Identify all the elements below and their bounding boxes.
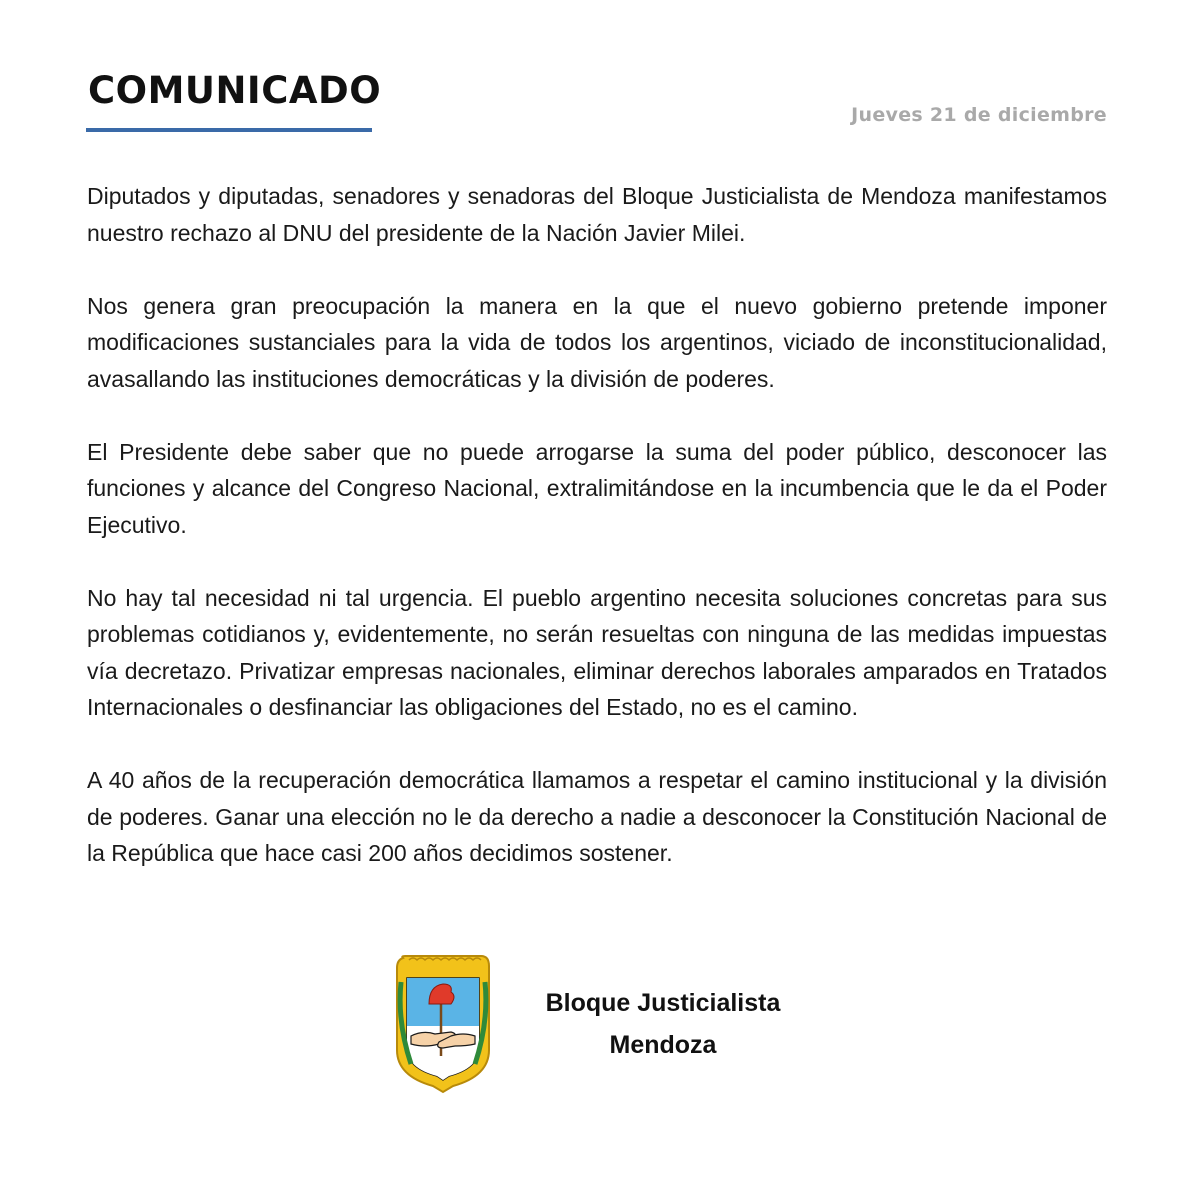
paragraph-4: No hay tal necesidad ni tal urgencia. El pueblo argentino necesita soluciones concretas para sus problemas cotidianos y, evidentemente, no serán resueltas con ninguna de las medidas impuestas vía decretazo. Privatizar empresas nacionales, eliminar derechos laborales amparados en Tratados Internacionales o desfinanciar las obligaciones del Estado, no es el camino.	[87, 584, 1107, 720]
date-label: Jueves 21 de diciembre	[851, 104, 1107, 126]
page-title: COMUNICADO	[88, 69, 382, 112]
paragraph-1: Diputados y diputadas, senadores y senadoras del Bloque Justicialista de Mendoza manifestamos nuestro rechazo al DNU del presidente de la Nación Javier Milei.	[87, 183, 1107, 246]
paragraph-2: Nos genera gran preocupación la manera en la que el nuevo gobierno pretende imponer modificaciones sustanciales para la vida de todos los argentinos, viciado de inconstitucionalidad, avasallando las instituciones democráticas y la división de poderes.	[87, 292, 1107, 392]
peronist-shield-emblem-icon	[393, 952, 493, 1094]
signature-block	[393, 952, 813, 1102]
title-underline	[86, 128, 372, 132]
signature-line-2: Mendoza	[609, 1031, 717, 1059]
paragraph-5: A 40 años de la recuperación democrática llamamos a respetar el camino institucional y la división de poderes. Ganar una elección no le da derecho a nadie a desconocer la Constitución Nacional de la República que hace casi 200 años decidimos sostener.	[87, 767, 1107, 866]
paragraph-3: El Presidente debe saber que no puede arrogarse la suma del poder público, desconocer las funciones y alcance del Congreso Nacional, extralimitándose en la incumbencia que le da el Poder Ejecutivo.	[87, 438, 1107, 538]
signature-line-1: Bloque Justicialista	[545, 989, 781, 1017]
communique-body	[87, 178, 1107, 908]
signature-text	[533, 982, 793, 1066]
